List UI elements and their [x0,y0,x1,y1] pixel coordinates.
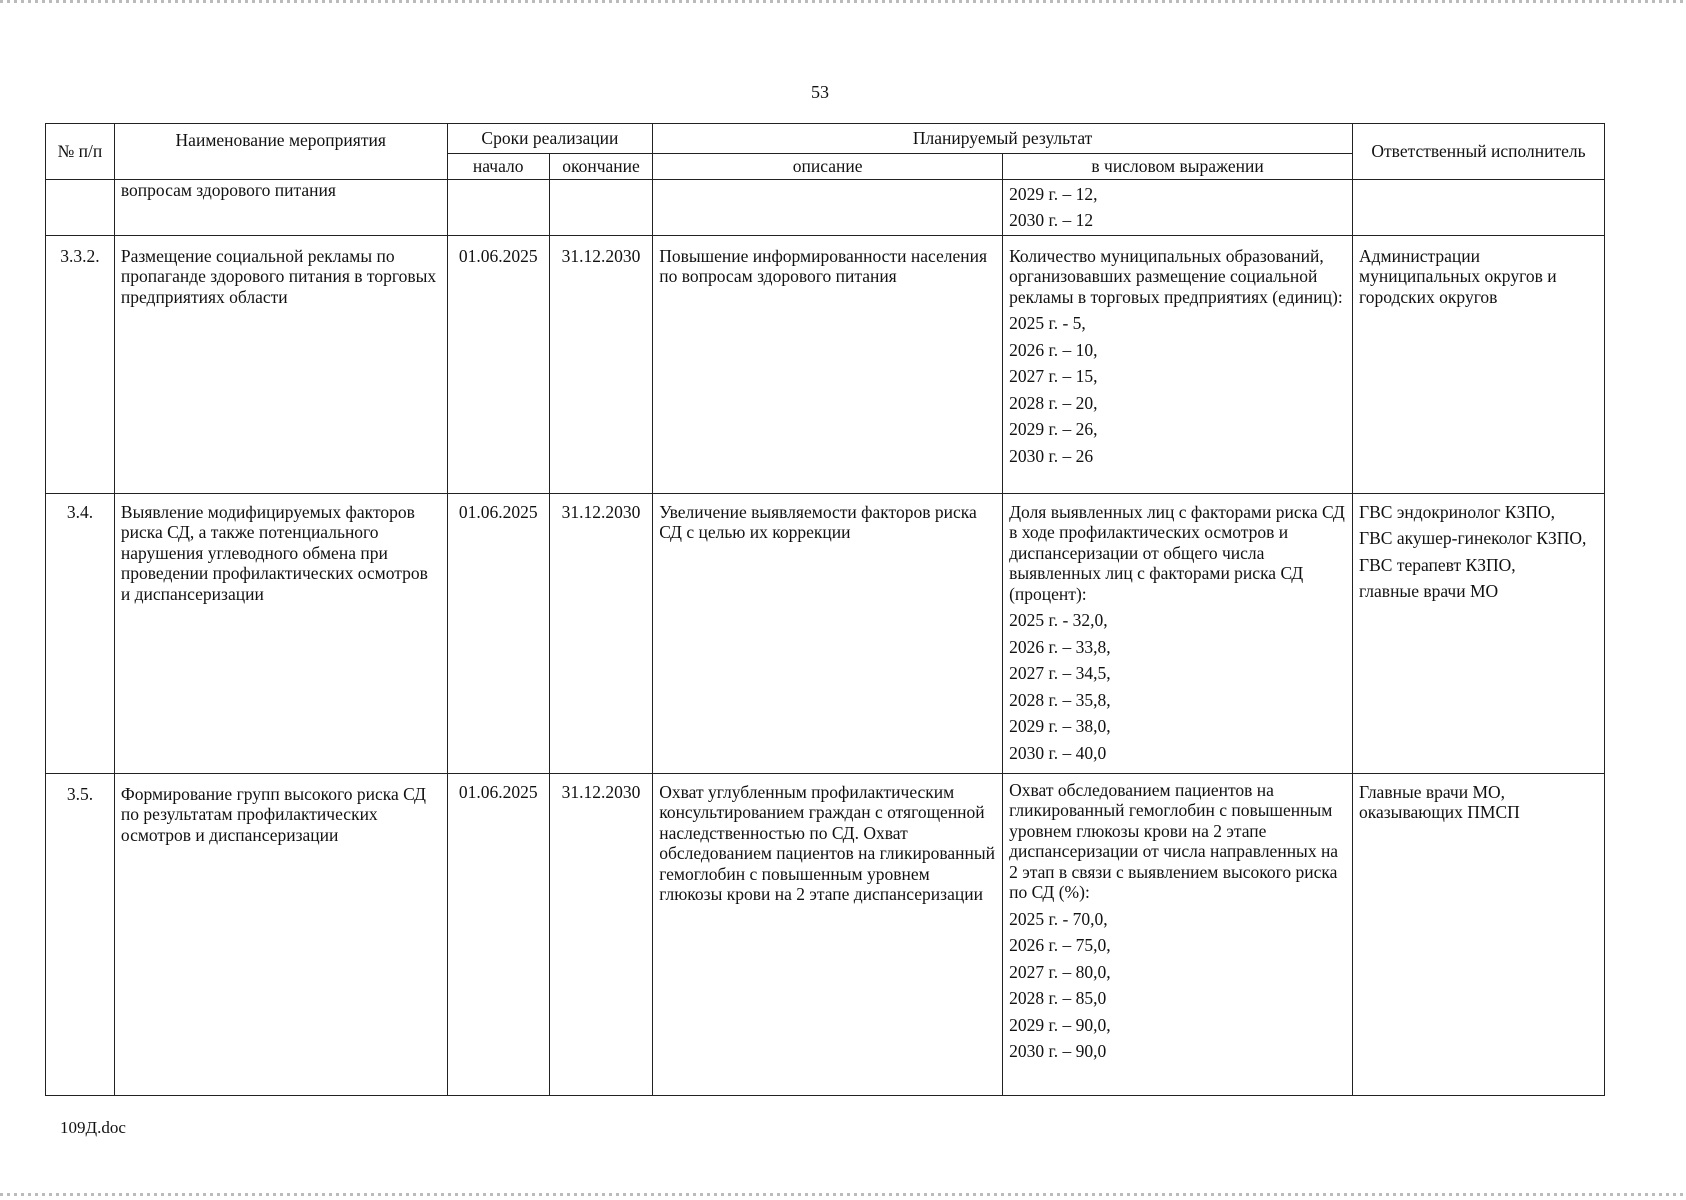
responsible-line: ГВС акушер-гинеколог КЗПО, [1359,528,1587,549]
plan-table [45,123,1605,1096]
numeric-value: 2029 г. – 12, [1009,184,1098,204]
row-end [549,180,652,236]
header-description: описание [653,154,1003,180]
row-numeric [1003,494,1353,774]
row-numeric [1003,774,1353,1096]
header-result: Планируемый результат [653,124,1353,154]
row-end: 31.12.2030 [549,236,652,494]
row-num: 3.4. [46,494,115,774]
responsible-line: ГВС эндокринолог КЗПО, [1359,502,1556,522]
numeric-value: 2027 г. – 34,5, [1009,663,1111,684]
row-description: Увеличение выявляемости факторов риска СД с целью их коррекции [653,494,1003,774]
row-responsible [1353,494,1605,774]
row-num [46,180,115,236]
row-responsible [1353,180,1605,236]
row-start: 01.06.2025 [447,494,549,774]
numeric-value: 2029 г. – 26, [1009,419,1098,440]
numeric-value: 2030 г. – 90,0 [1009,1041,1107,1062]
header-terms: Сроки реализации [447,124,653,154]
numeric-intro: Количество муниципальных образований, организовавших размещение социальной рекламы в торговых предприятиях (единиц): [1009,246,1343,307]
numeric-value: 2027 г. – 15, [1009,366,1098,387]
numeric-intro: Доля выявленных лиц с факторами риска СД в ходе профилактических осмотров и диспансеризации от общего числа выявленных лиц с факторами риска СД (процент): [1009,502,1345,604]
row-description [653,180,1003,236]
numeric-intro: Охват обследованием пациентов на гликированный гемоглобин с повышенным уровнем глюкозы крови на 2 этапе диспансеризации от числа направленных на 2 этап в связи с выявлением высокого риска по СД (%): [1009,780,1339,903]
numeric-value: 2030 г. – 26 [1009,445,1094,466]
numeric-value: 2029 г. – 90,0, [1009,1014,1111,1035]
row-num: 3.5. [46,774,115,1096]
numeric-value: 2025 г. - 32,0, [1009,610,1108,631]
responsible-line: Администрации муниципальных округов и городских округов [1359,246,1557,307]
header-start: начало [447,154,549,180]
responsible-line: Главные врачи МО, оказывающих ПМСП [1359,782,1520,823]
responsible-line: ГВС терапевт КЗПО, [1359,554,1516,575]
numeric-value: 2028 г. – 85,0 [1009,988,1107,1009]
numeric-value: 2025 г. - 70,0, [1009,908,1108,929]
numeric-value: 2030 г. – 40,0 [1009,742,1107,763]
row-description: Охват углубленным профилактическим консультированием граждан с отягощенной наследственностью по СД. Охват обследованием пациентов на гликированный гемоглобин с повышенным уровнем глюкозы крови на 2 этапе диспансеризации [653,774,1003,1096]
row-start: 01.06.2025 [447,236,549,494]
row-name: вопросам здорового питания [114,180,447,236]
row-responsible [1353,774,1605,1096]
row-name: Формирование групп высокого риска СД по результатам профилактических осмотров и диспансеризации [114,774,447,1096]
numeric-value: 2028 г. – 35,8, [1009,689,1111,710]
row-name: Размещение социальной рекламы по пропаганде здорового питания в торговых предприятиях области [114,236,447,494]
header-name: Наименование мероприятия [114,124,447,180]
numeric-value: 2025 г. - 5, [1009,313,1086,334]
numeric-value: 2026 г. – 75,0, [1009,935,1111,956]
document-filename: 109Д.doc [60,1118,126,1137]
header-numeric: в числовом выражении [1003,154,1353,180]
row-start [447,180,549,236]
table-row [46,774,1605,1096]
table-row [46,236,1605,494]
row-num: 3.3.2. [46,236,115,494]
numeric-value: 2029 г. – 38,0, [1009,716,1111,737]
row-start: 01.06.2025 [447,774,549,1096]
bottom-scan-edge [0,1193,1686,1196]
header-end: окончание [549,154,652,180]
row-description: Повышение информированности населения по вопросам здорового питания [653,236,1003,494]
header-responsible: Ответственный исполнитель [1353,124,1605,180]
page-number: 53 [811,82,829,102]
table-row [46,494,1605,774]
table-row [46,180,1605,236]
row-numeric [1003,236,1353,494]
row-numeric [1003,180,1353,236]
row-name: Выявление модифицируемых факторов риска СД, а также потенциального нарушения углеводного обмена при проведении профилактических осмотров и диспансеризации [114,494,447,774]
numeric-value: 2026 г. – 10, [1009,339,1098,360]
numeric-value: 2028 г. – 20, [1009,392,1098,413]
row-end: 31.12.2030 [549,494,652,774]
numeric-value: 2026 г. – 33,8, [1009,636,1111,657]
responsible-line: главные врачи МО [1359,581,1499,602]
numeric-value: 2030 г. – 12 [1009,210,1094,231]
numeric-value: 2027 г. – 80,0, [1009,961,1111,982]
row-responsible [1353,236,1605,494]
top-scan-edge [0,0,1686,3]
row-end: 31.12.2030 [549,774,652,1096]
header-num: № п/п [46,124,115,180]
